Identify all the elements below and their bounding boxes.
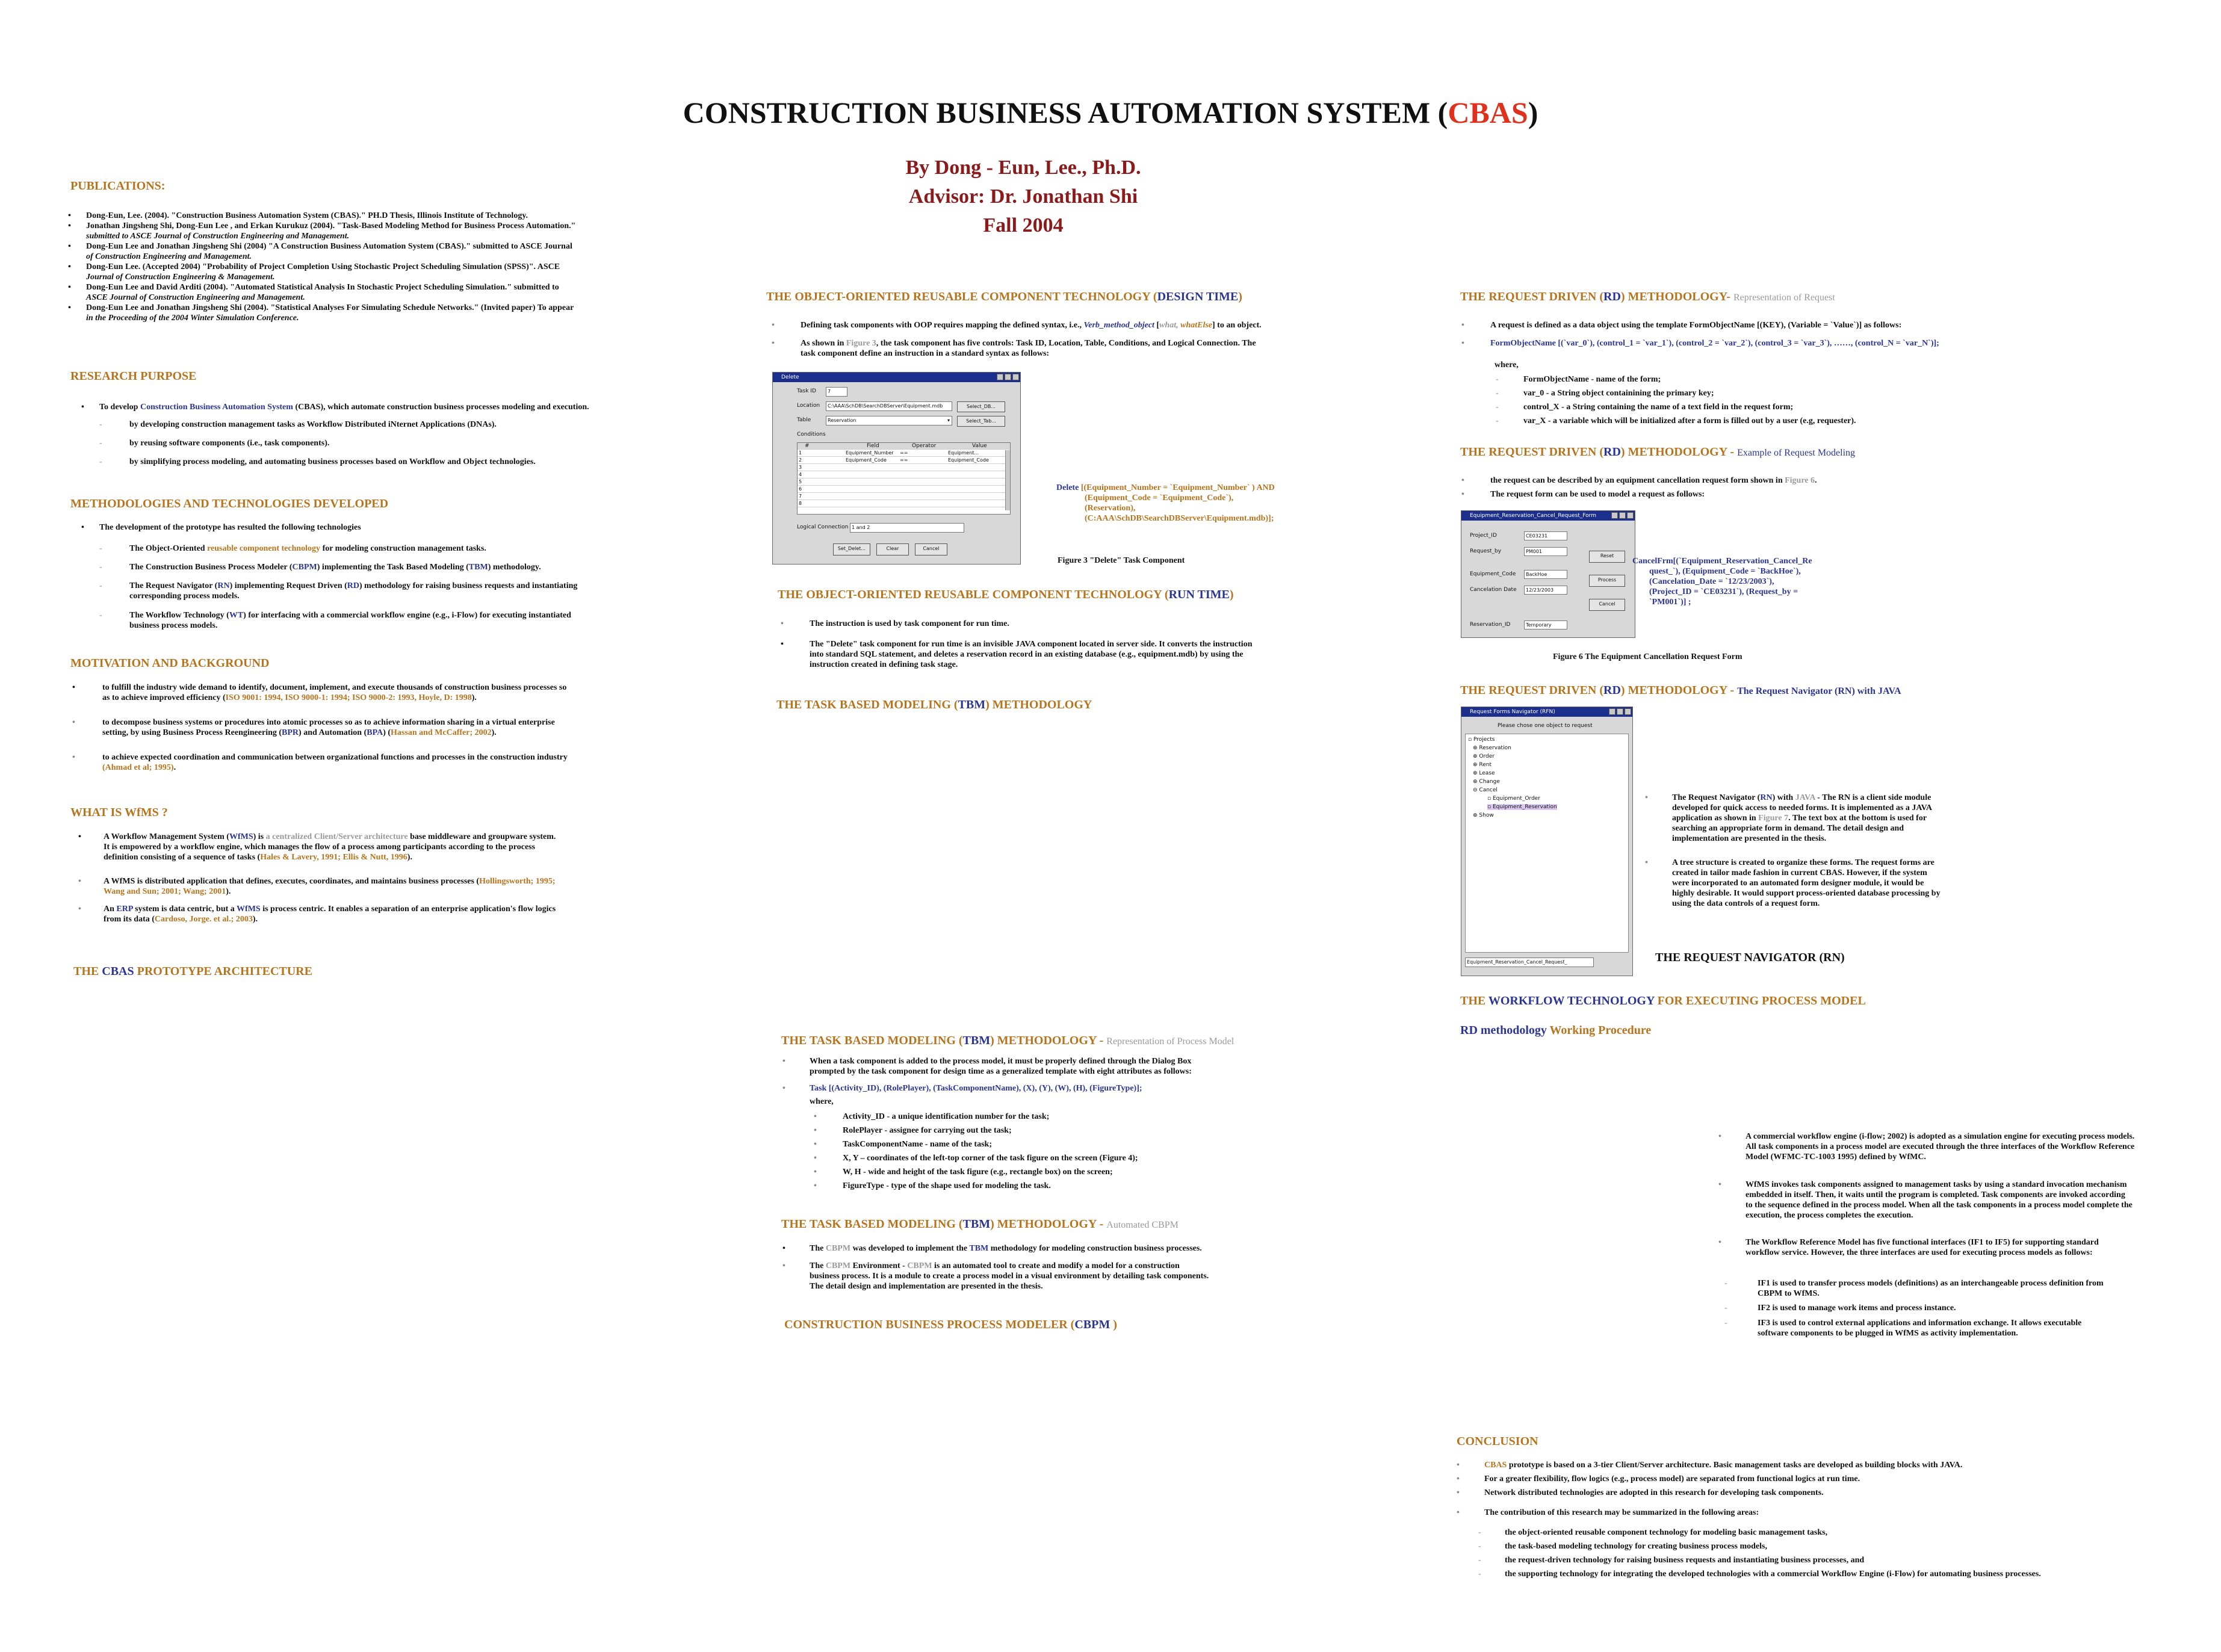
figure-6-caption: Figure 6 The Equipment Cancellation Request Form bbox=[1553, 652, 1742, 661]
pub-5-cont: ASCE Journal of Construction Engineering and Management. bbox=[86, 293, 305, 302]
conclusion-3: • Network distributed technologies are adopted in this research for developing task components. bbox=[1457, 1488, 1824, 1497]
table-select[interactable]: Reservation ▾ bbox=[826, 416, 952, 425]
term-line: Fall 2004 bbox=[983, 214, 1064, 237]
conclusion-4: • The contribution of this research may be summarized in the following areas: bbox=[1457, 1508, 1759, 1517]
tbm-attr-1: • Activity_ID - a unique identification number for the task; bbox=[814, 1112, 1050, 1121]
author-line: By Dong - Eun, Lee., Ph.D. bbox=[905, 156, 1141, 179]
figure-3-caption: Figure 3 "Delete" Task Component bbox=[1058, 556, 1185, 565]
tbm-attr-2: • RolePlayer - assignee for carrying out the task; bbox=[814, 1126, 1012, 1135]
request-forms-navigator bbox=[1461, 707, 1633, 976]
chevron-down-icon: ▾ bbox=[947, 418, 950, 423]
tree-item-projects[interactable]: ▫ Projects bbox=[1468, 737, 1495, 743]
tbm-representation-template: • Task [(Activity_ID), (RolePlayer), (TaskComponentName), (X), (Y), (W), (H), (FigureType)]; bbox=[782, 1084, 1142, 1093]
conditions-table[interactable] bbox=[797, 442, 1011, 515]
interface-if3: - IF3 is used to control external applications and information exchange. It allows executable software components to be plugged in WfMS as activity implementation. bbox=[1724, 1319, 2082, 1338]
table-row[interactable]: 6 bbox=[798, 486, 1010, 493]
close-icon[interactable] bbox=[1012, 374, 1019, 380]
pub-6-cont: in the Proceeding of the 2004 Winter Simulation Conference. bbox=[86, 314, 299, 323]
delete-dialog-titlebar: Delete bbox=[773, 373, 1020, 382]
clear-button[interactable]: Clear bbox=[876, 543, 909, 555]
tree-item-reservation[interactable]: ⊕ Reservation bbox=[1473, 745, 1511, 751]
rd-representation-heading: THE REQUEST DRIVEN (RD) METHODOLOGY- Representation of Request bbox=[1460, 290, 1835, 303]
cancel-dialog-titlebar: Equipment_Reservation_Cancel_Request_Form bbox=[1461, 511, 1635, 521]
rd-example-bullet-1: • the request can be described by an equipment cancellation request form shown in Figure 6. bbox=[1461, 476, 1817, 485]
tree-item-change[interactable]: ⊕ Change bbox=[1473, 779, 1500, 785]
process-button[interactable]: Process bbox=[1589, 575, 1625, 587]
workflow-paragraph-1: • A commercial workflow engine (i-flow; 2002) is adopted as a simulation engine for executing process models. All task components in a process model are executed through the three interfaces of the Workflow Reference Model (WFMC-TC-1003 1995) defined by WfMC. bbox=[1718, 1132, 2135, 1162]
methodologies-heading: METHODOLOGIES AND TECHNOLOGIES DEVELOPED bbox=[70, 497, 389, 510]
methodologies-intro: • The development of the prototype has resulted the following technologies bbox=[81, 523, 361, 532]
rd-attr-1: - FormObjectName - name of the form; bbox=[1496, 375, 1661, 384]
contribution-1: - the object-oriented reusable component technology for modeling basic management tasks, bbox=[1478, 1528, 1828, 1537]
tbm-heading: THE TASK BASED MODELING (TBM) METHODOLOGY bbox=[776, 698, 1092, 711]
rd-example-bullet-2: • The request form can be used to model a request as follows: bbox=[1461, 490, 1705, 499]
cancel-request-dialog bbox=[1461, 510, 1635, 638]
oo-run-bullet-1: • The instruction is used by task component for run time. bbox=[781, 619, 1009, 628]
publications-heading: PUBLICATIONS: bbox=[70, 179, 166, 193]
tbm-attr-4: • X, Y – coordinates of the left-top corner of the task figure on the screen (Figure 4); bbox=[814, 1154, 1138, 1163]
rd-example-heading: THE REQUEST DRIVEN (RD) METHODOLOGY - Example of Request Modeling bbox=[1460, 445, 1856, 459]
location-field[interactable]: C:\AAA\SchDB\SearchDBServer\Equipment.mdb bbox=[826, 401, 952, 411]
rn-paragraph-2: • A tree structure is created to organize these forms. The request forms are created in tailor made fashion in current CBAS. However, if the system were incorporated to an automated form designer module, it would be highly desirable. It would support process-oriented database processing by using the data controls of a request form. bbox=[1645, 858, 1941, 908]
navigator-search-field[interactable]: Equipment_Reservation_Cancel_Request_ bbox=[1465, 957, 1594, 967]
contribution-2: - the task-based modeling technology for creating business process models, bbox=[1478, 1542, 1767, 1551]
location-label: Location bbox=[797, 403, 820, 409]
reservation-id-label: Reservation_ID bbox=[1470, 622, 1511, 628]
tree-item-equipment-reservation[interactable]: ▫ Equipment_Reservation bbox=[1487, 804, 1557, 810]
set-delete-button[interactable]: Set_Delet... bbox=[833, 543, 870, 555]
rd-working-procedure-heading: RD methodology Working Procedure bbox=[1460, 1024, 1652, 1037]
conclusion-1: • CBAS prototype is based on a 3-tier Client/Server architecture. Basic management tasks are developed as building blocks with JAVA. bbox=[1457, 1461, 1963, 1470]
rd-where: where, bbox=[1495, 360, 1519, 370]
tree-item-show[interactable]: ⊕ Show bbox=[1473, 812, 1494, 818]
delete-syntax: Delete [(Equipment_Number = `Equipment_Number` ) AND (Equipment_Code = `Equipment_Code`), (Reservation), (C:AAA\SchDB\SearchDBServer\Equipment.mdb)]; bbox=[1056, 483, 1275, 523]
motivation-heading: MOTIVATION AND BACKGROUND bbox=[70, 657, 270, 670]
equipment-code-label: Equipment_Code bbox=[1470, 571, 1516, 577]
research-purpose-sub-1: - by developing construction management tasks as Workflow Distributed iNternet Applications (DNAs). bbox=[99, 420, 497, 429]
wfms-3: • An ERP system is data centric, but a WfMS is process centric. It enables a separation of an enterprise application's flow logics from its data (Cardoso, Jorge. et al.; 2003). bbox=[78, 905, 556, 924]
rd-representation-bullet-1: • A request is defined as a data object using the template FormObjectName [(KEY), (Variable = `Value`)] as follows: bbox=[1461, 321, 1902, 330]
tree-item-cancel[interactable]: ⊖ Cancel bbox=[1473, 787, 1498, 793]
cbpm-heading: CONSTRUCTION BUSINESS PROCESS MODELER (CBPM ) bbox=[784, 1318, 1117, 1331]
tbm-attr-5: • W, H - wide and height of the task figure (e.g., rectangle box) on the screen; bbox=[814, 1168, 1113, 1177]
tbm-automated-bullet-2: • The CBPM Environment - CBPM is an automated tool to create and modify a model for a construction business process. It is a module to create a process model in a visual environment by detailing task components. The detail design and implementation are presented in the thesis. bbox=[782, 1261, 1209, 1291]
tbm-representation-bullet-1: • When a task component is added to the process model, it must be properly defined through the Dialog Box prompted by the task component for design time as a generalized template with eight attributes as follows: bbox=[782, 1057, 1192, 1076]
pub-6: • Dong-Eun Lee and Jonathan Jingsheng Shi (2004). "Statistical Analyses For Simulating Schedule Networks." (Invited paper) To appear bbox=[68, 303, 574, 312]
tree-item-rent[interactable]: ⊕ Rent bbox=[1473, 762, 1492, 768]
pub-2-cont: submitted to ASCE Journal of Construction Engineering and Management. bbox=[86, 232, 350, 241]
research-purpose-heading: RESEARCH PURPOSE bbox=[70, 370, 197, 383]
workflow-paragraph-2: • WfMS invokes task components assigned to management tasks by using a standard invocation mechanism embedded in itself. Then, it waits until the program is completed. Task components are invoked according to the sequence defined in the process model. When all the task components in a process model complete the execution, the process completes the execution. bbox=[1718, 1180, 2133, 1220]
reservation-id-field[interactable]: Temporary bbox=[1524, 620, 1567, 630]
table-label: Table bbox=[797, 417, 811, 423]
methodology-oo: - The Object-Oriented reusable component technology for modeling construction management tasks. bbox=[99, 544, 486, 553]
minimize-icon[interactable] bbox=[1609, 708, 1615, 715]
cancelation-date-label: Cancelation Date bbox=[1470, 587, 1517, 593]
interface-if1: - IF1 is used to transfer process models (definitions) as an interchangeable process definition from CBPM to WfMS. bbox=[1724, 1279, 2104, 1298]
rn-paragraph-1: • The Request Navigator (RN) with JAVA - The RN is a client side module developed for quick access to needed forms. It is implemented as a JAVA application as shown in Figure 7. The text box at the bottom is used for searching an appropriate form in demand. The detail design and implementation are presented in the thesis. bbox=[1645, 793, 1933, 843]
oo-design-bullet-2: • As shown in Figure 3, the task component has five controls: Task ID, Location, Table, Conditions, and Logical Connection. The task component define an instruction in a standard syntax as follows: bbox=[772, 339, 1256, 358]
table-row[interactable]: 5 bbox=[798, 479, 1010, 486]
wfms-1: • A Workflow Management System (WfMS) is a centralized Client/Server architecture base middleware and groupware system. It is empowered by a workflow engine, which manages the flow of a process among participants according to the process definition consisting of a sequence of tasks (Hales & Lavery, 1991; Ellis & Nutt, 1996). bbox=[78, 832, 556, 862]
pub-2: • Jonathan Jingsheng Shi, Dong-Eun Lee , and Erkan Kurukuz (2004). "Task-Based Modeling Method for Business Process Automation." bbox=[68, 221, 576, 230]
conclusion-2: • For a greater flexibility, flow logics (e.g., process model) are separated from functional logics at run time. bbox=[1457, 1474, 1860, 1483]
pub-3: • Dong-Eun Lee and Jonathan Jingsheng Shi (2004) "A Construction Business Automation System (CBAS)." submitted to ASCE Journal bbox=[68, 242, 572, 251]
col-operator: Operator bbox=[912, 443, 937, 449]
table-row[interactable]: 8 bbox=[798, 501, 1010, 507]
oo-run-bullet-2: • The "Delete" task component for run time is an invisible JAVA component located in server side. It converts the instruction into standard SQL statement, and deletes a reservation record in an existing database (e.g., equipment.mdb) by using the instruction created in defining task stage. bbox=[781, 640, 1253, 669]
methodology-cbpm: - The Construction Business Process Modeler (CBPM) implementing the Task Based Modeling (TBM) methodology. bbox=[99, 563, 541, 572]
poster-title bbox=[0, 95, 2221, 130]
tree-item-lease[interactable]: ⊕ Lease bbox=[1473, 770, 1495, 776]
tbm-automated-bullet-1: • The CBPM was developed to implement the TBM methodology for modeling construction business processes. bbox=[782, 1244, 1202, 1253]
tbm-representation-heading: THE TASK BASED MODELING (TBM) METHODOLOGY - Representation of Process Model bbox=[781, 1034, 1234, 1047]
rd-representation-template: • FormObjectName [(`var_0`), (control_1 = `var_1`), (control_2 = `var_2`), (control_3 = `var_3`), ……, (control_N = `var_N`)]; bbox=[1461, 339, 1939, 348]
title-main: CONSTRUCTION BUSINESS AUTOMATION SYSTEM ( bbox=[683, 96, 1448, 129]
pub-1: • Dong-Eun, Lee. (2004). "Construction Business Automation System (CBAS)." PH.D Thesis, Illinois Institute of Technology. bbox=[68, 211, 528, 220]
contribution-3: - the request-driven technology for raising business requests and instantiating business processes, and bbox=[1478, 1556, 1865, 1565]
wfms-heading: WHAT IS WfMS ? bbox=[70, 806, 168, 819]
maximize-icon[interactable] bbox=[1617, 708, 1623, 715]
rd-rn-heading: THE REQUEST DRIVEN (RD) METHODOLOGY - The Request Navigator (RN) with JAVA bbox=[1460, 684, 1901, 697]
table-row[interactable]: 1 Equipment_Number == Equipment... bbox=[798, 450, 1010, 457]
delete-task-dialog bbox=[772, 372, 1021, 565]
select-table-button[interactable]: Select_Tab... bbox=[957, 416, 1005, 427]
close-icon[interactable] bbox=[1625, 708, 1631, 715]
table-row[interactable]: 4 bbox=[798, 472, 1010, 478]
tbm-attr-6: • FigureType - type of the shape used for modeling the task. bbox=[814, 1181, 1051, 1190]
project-id-field[interactable]: CE03231 bbox=[1524, 531, 1567, 540]
tbm-where: where, bbox=[810, 1097, 834, 1106]
cancelation-date-field[interactable]: 12/23/2003 bbox=[1524, 586, 1567, 595]
table-scrollbar[interactable] bbox=[1005, 450, 1010, 510]
minimize-icon[interactable] bbox=[997, 374, 1003, 380]
maximize-icon[interactable] bbox=[1619, 512, 1626, 519]
col-hash: # bbox=[805, 443, 810, 449]
close-icon[interactable] bbox=[1627, 512, 1634, 519]
cancel-request-syntax: CancelFrm[(`Equipment_Reservation_Cancel_Re quest_`), (Equipment_Code = `BackHoe`), (Cancelation_Date = `12/23/2003`), (Project_ID = `CE03231`), (Request_by = `PM001`)] ; bbox=[1632, 557, 1812, 607]
tbm-automated-heading: THE TASK BASED MODELING (TBM) METHODOLOGY - Automated CBPM bbox=[781, 1217, 1179, 1231]
oo-design-heading: THE OBJECT-ORIENTED REUSABLE COMPONENT TECHNOLOGY (DESIGN TIME) bbox=[766, 290, 1242, 303]
navigator-prompt: Please chose one object to request bbox=[1498, 723, 1593, 729]
pub-3-cont: of Construction Engineering and Management. bbox=[86, 252, 252, 261]
cancel-button[interactable]: Cancel bbox=[915, 543, 947, 555]
methodology-rn: - The Request Navigator (RN) implementing Request Driven (RD) methodology for raising business requests and instantiating corresponding process models. bbox=[99, 581, 578, 601]
conditions-header-row bbox=[798, 443, 1010, 450]
workflow-paragraph-3: • The Workflow Reference Model has five functional interfaces (IF1 to IF5) for supporting standard workflow service. However, the three interfaces are used for executing process models as follows: bbox=[1718, 1238, 2099, 1257]
col-value: Value bbox=[972, 443, 987, 449]
col-field: Field bbox=[867, 443, 879, 449]
navigator-titlebar: Request Forms Navigator (RFN) bbox=[1461, 707, 1632, 717]
pub-4: • Dong-Eun Lee. (Accepted 2004) "Probability of Project Completion Using Stochastic Project Scheduling Simulation (SPSS)". ASCE bbox=[68, 262, 560, 271]
motivation-1: • to fulfill the industry wide demand to identify, document, implement, and execute thousands of construction business processes so as to achieve improved efficiency (ISO 9001: 1994, ISO 9000-1: 1994; ISO 9000-2: 1993, Hoyle, D: 1998). bbox=[72, 683, 567, 702]
rd-attr-2: - var_0 - a String object containining the primary key; bbox=[1496, 389, 1714, 398]
prototype-architecture-heading: THE CBAS PROTOTYPE ARCHITECTURE bbox=[73, 965, 312, 978]
research-purpose-sub-3: - by simplifying process modeling, and automating business processes based on Workflow and Object technologies. bbox=[99, 457, 536, 466]
request-by-label: Request_by bbox=[1470, 548, 1502, 554]
pub-5: • Dong-Eun Lee and David Arditi (2004). "Automated Statistical Analysis In Stochastic Project Scheduling Simulation." submitted to bbox=[68, 283, 559, 292]
rd-attr-4: - var_X - a variable which will be initialized after a form is filled out by a user (e.g, requester). bbox=[1496, 416, 1856, 425]
logical-connection-label: Logical Connection bbox=[797, 524, 849, 530]
oo-design-bullet-1: • Defining task components with OOP requires mapping the defined syntax, i.e., Verb_method_object [what, whatElse] to an object. bbox=[772, 321, 1262, 330]
navigator-tree[interactable] bbox=[1465, 734, 1629, 953]
motivation-2: • to decompose business systems or procedures into atomic processes so as to achieve information sharing in a virtual enterprise setting, by using Business Process Reengineering (BPR) and Automation (BPA) (Hassan and McCaffer; 2002). bbox=[72, 718, 555, 737]
contribution-4: - the supporting technology for integrating the developed technologies with a commercial Workflow Engine (i-Flow) for automating business processes. bbox=[1478, 1570, 2041, 1579]
title-accent: CBAS bbox=[1448, 96, 1528, 129]
project-id-label: Project_ID bbox=[1470, 533, 1497, 539]
research-purpose-sub-2: - by reusing software components (i.e., task components). bbox=[99, 439, 330, 448]
motivation-3: • to achieve expected coordination and communication between organizational functions and processes in the construction industry (Ahmad et al; 1995). bbox=[72, 753, 568, 772]
tbm-attr-3: • TaskComponentName - name of the task; bbox=[814, 1140, 992, 1149]
advisor-line: Advisor: Dr. Jonathan Shi bbox=[908, 185, 1138, 208]
table-row[interactable]: 2 Equipment_Code == Equipment_Code bbox=[798, 457, 1010, 464]
pub-4-cont: Journal of Construction Engineering & Management. bbox=[86, 273, 275, 282]
wfms-2: • A WfMS is distributed application that defines, executes, coordinates, and maintains business processes (Hollingsworth; 1995; Wang and Sun; 2001; Wang; 2001). bbox=[78, 877, 556, 896]
publications-list bbox=[68, 211, 694, 323]
maximize-icon[interactable] bbox=[1005, 374, 1011, 380]
conditions-label: Conditions bbox=[797, 432, 826, 438]
interface-if2: - IF2 is used to manage work items and process instance. bbox=[1724, 1304, 1956, 1313]
equipment-code-field[interactable]: BackHoe bbox=[1524, 570, 1567, 579]
rd-attr-3: - control_X - a String containing the name of a text field in the request form; bbox=[1496, 403, 1794, 412]
reset-button[interactable]: Reset bbox=[1589, 551, 1625, 563]
task-id-field[interactable]: 7 bbox=[826, 387, 847, 397]
cancel-button[interactable]: Cancel bbox=[1589, 599, 1625, 611]
research-purpose-intro: • To develop Construction Business Automation System (CBAS), which automate construction business processes modeling and execution. bbox=[81, 403, 589, 412]
table-row[interactable]: 7 bbox=[798, 493, 1010, 500]
task-id-label: Task ID bbox=[797, 388, 816, 394]
tree-item-order[interactable]: ⊕ Order bbox=[1473, 753, 1495, 759]
minimize-icon[interactable] bbox=[1611, 512, 1618, 519]
workflow-heading: THE WORKFLOW TECHNOLOGY FOR EXECUTING PROCESS MODEL bbox=[1460, 994, 1866, 1007]
logical-connection-field[interactable]: 1 and 2 bbox=[850, 523, 964, 533]
table-row[interactable]: 3 bbox=[798, 465, 1010, 471]
conclusion-heading: CONCLUSION bbox=[1457, 1435, 1538, 1448]
oo-run-heading: THE OBJECT-ORIENTED REUSABLE COMPONENT TECHNOLOGY (RUN TIME) bbox=[778, 588, 1234, 601]
title-close: ) bbox=[1528, 96, 1538, 129]
methodology-wt: - The Workflow Technology (WT) for interfacing with a commercial workflow engine (e.g., i-Flow) for executing instantiated business process models. bbox=[99, 611, 571, 630]
select-db-button[interactable]: Select_DB... bbox=[957, 401, 1005, 412]
request-by-field[interactable]: PM001 bbox=[1524, 547, 1567, 556]
tree-item-equipment-order[interactable]: ▫ Equipment_Order bbox=[1487, 796, 1540, 802]
request-navigator-label: THE REQUEST NAVIGATOR (RN) bbox=[1655, 951, 1845, 964]
